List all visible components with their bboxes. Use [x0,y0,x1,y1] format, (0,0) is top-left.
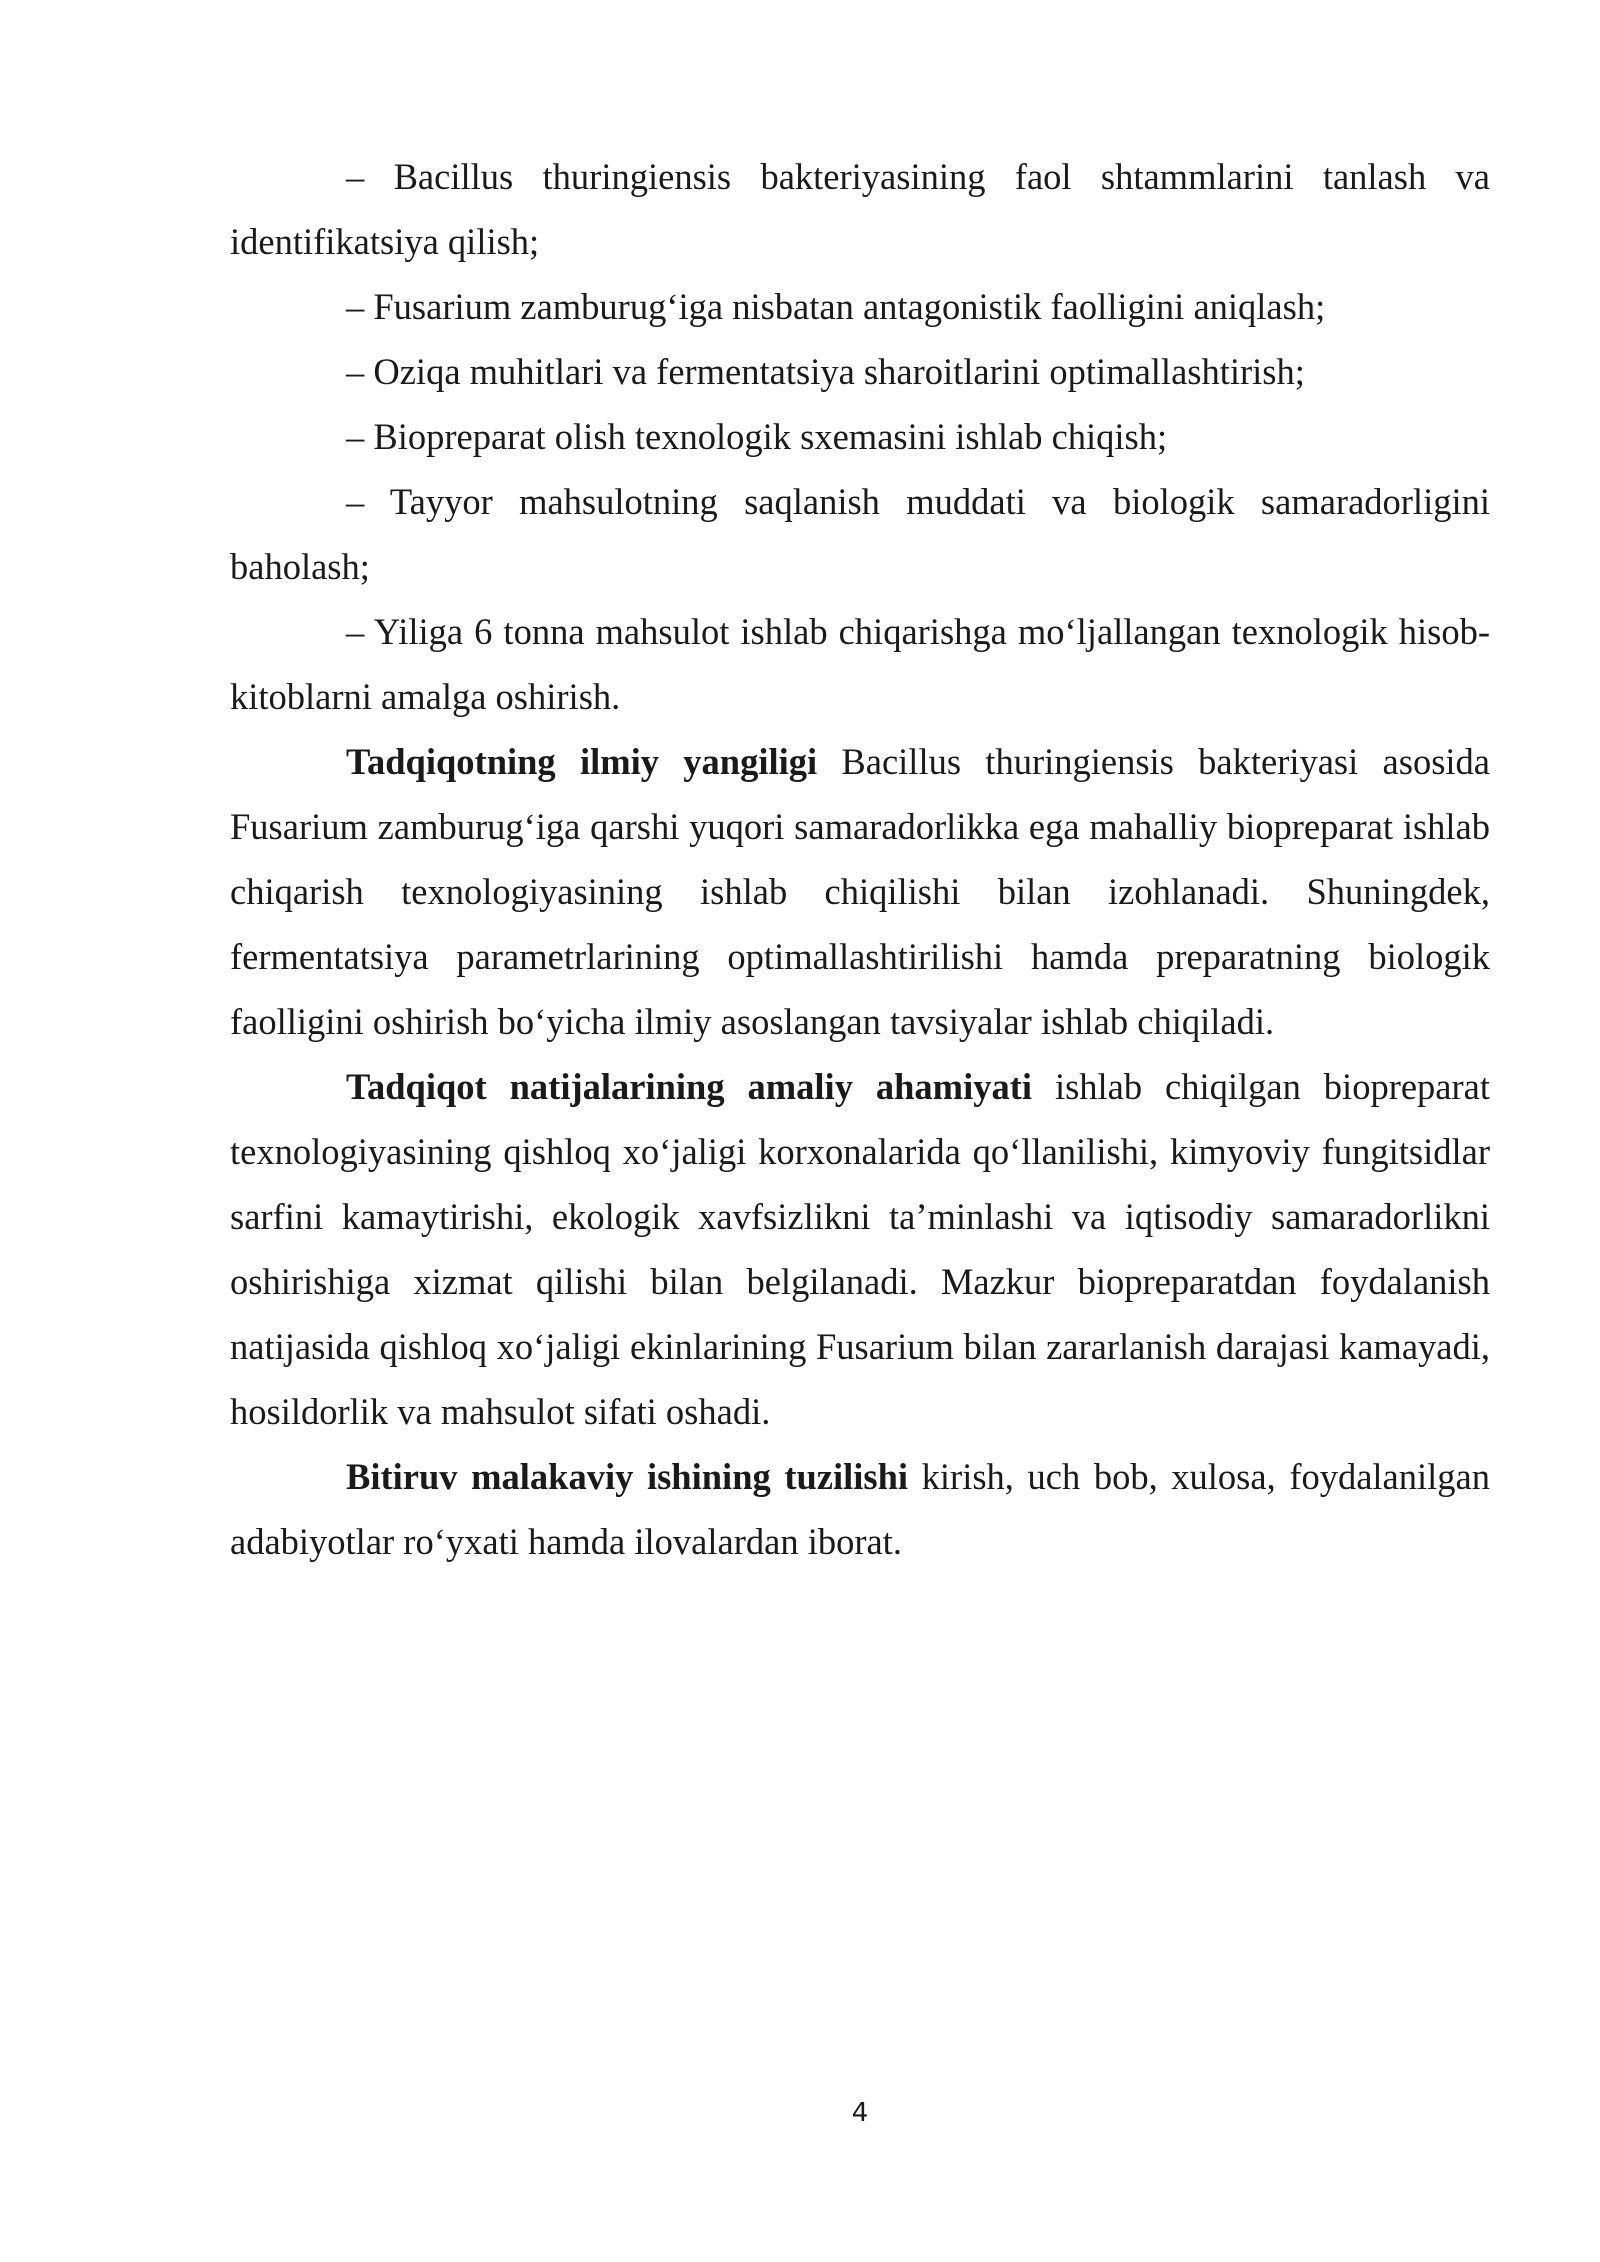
list-item: – Biopreparat olish texnologik sxemasini ishlab chiqish; [346,416,1168,457]
practical-text: ishlab chiqilgan biopreparat texnologiyasining qishloq xo‘jaligi korxonalarida qo‘llanilishi, kimyoviy fungitsidlar sarfini kamaytirishi, ekologik xavfsizlikni ta’minlashi va iqtisodiy samaradorlikni oshirishiga xizmat qilishi bilan belgilanadi. Mazkur biopreparatdan foydalanish natijasida qishloq xo‘jaligi ekinlarining Fusarium bilan zararlanish darajasi kamayadi, hosildorlik va mahsulot sifati oshadi. [230,1066,1490,1432]
page-body [230,144,1490,1574]
list-item: – Oziqa muhitlari va fermentatsiya sharoitlarini optimallashtirish; [346,351,1305,392]
structure-text: kirish, uch bob, xulosa, foydalanilgan adabiyotlar ro‘yxati hamda ilovalardan iborat. [230,1456,1490,1562]
novelty-text: Bacillus thuringiensis bakteriyasi asosida Fusarium zamburug‘iga qarshi yuqori samaradorlikka ega mahalliy biopreparat ishlab chiqarish texnologiyasining ishlab chiqilishi bilan izohlanadi. Shuningdek, fermentatsiya parametrlarining optimallashtirilishi hamda preparatning biologik faolligini oshirish bo‘yicha ilmiy asoslangan tavsiyalar ishlab chiqiladi. [230,741,1490,1042]
practical-heading: Tadqiqot natijalarining amaliy ahamiyati [346,1066,1033,1107]
list-item: – Fusarium zamburug‘iga nisbatan antagonistik faolligini aniqlash; [346,286,1326,327]
list-item: – Bacillus thuringiensis bakteriyasining faol shtammlarini tanlash va identifikatsiya qilish; [230,156,1490,262]
structure-heading: Bitiruv malakaviy ishining tuzilishi [346,1456,909,1497]
structure-paragraph [230,1444,1490,1574]
list-item: – Yiliga 6 tonna mahsulot ishlab chiqarishga mo‘ljallangan texnologik hisob-kitoblarni amalga oshirish. [230,611,1490,717]
list-item: – Tayyor mahsulotning saqlanish muddati va biologik samaradorligini baholash; [230,481,1490,587]
novelty-paragraph [230,729,1490,1054]
novelty-heading: Tadqiqotning ilmiy yangiligi [346,741,818,782]
practical-paragraph [230,1054,1490,1444]
page-number: 4 [851,2098,869,2128]
